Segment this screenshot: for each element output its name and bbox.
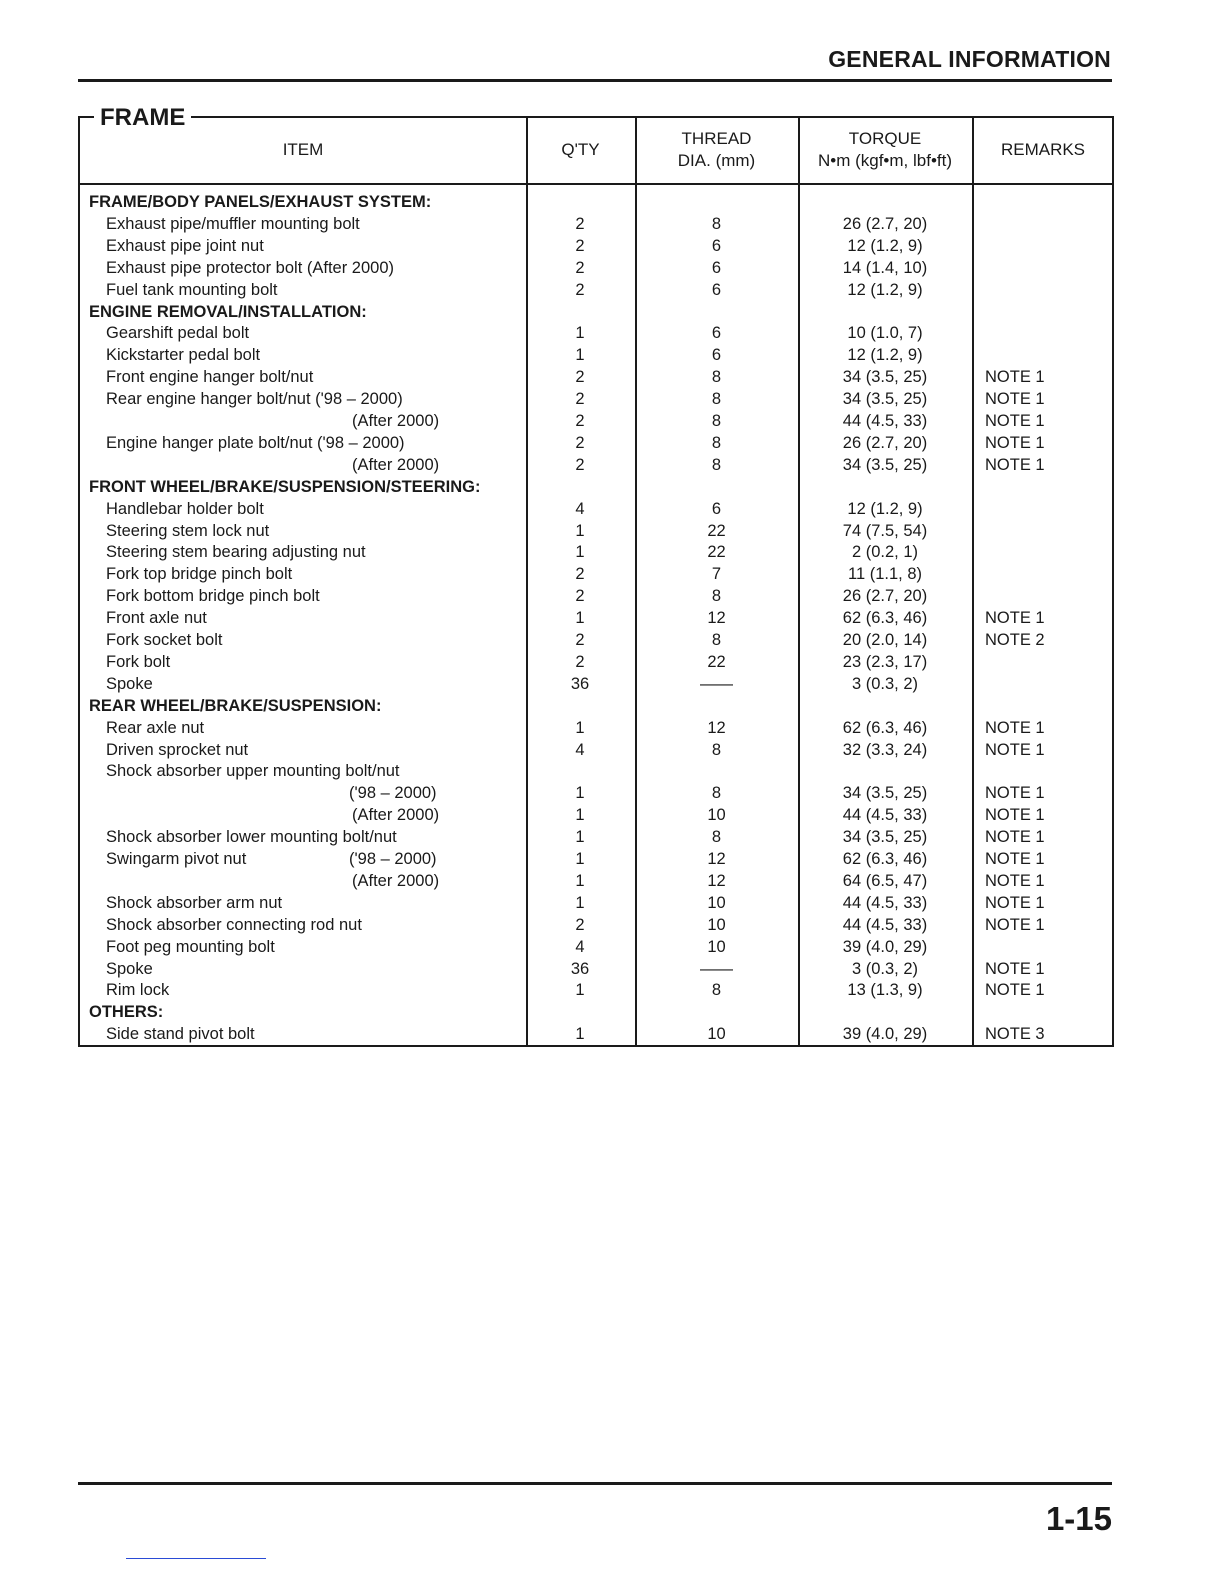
header-divider xyxy=(78,79,1112,82)
qty-cell: 1 xyxy=(575,806,585,825)
remarks-cell: NOTE 1 xyxy=(985,412,1045,430)
qty-cell: 1 xyxy=(575,1025,585,1044)
qty-cell: 1 xyxy=(575,718,585,737)
torque-cell: 44 (4.5, 33) xyxy=(842,412,928,430)
thread-cell: 10 xyxy=(707,893,726,912)
table-row xyxy=(78,410,1114,432)
thread-cell: 8 xyxy=(711,828,722,847)
remarks-cell: NOTE 1 xyxy=(985,784,1045,803)
torque-cell: 62 (6.3, 46) xyxy=(842,850,928,868)
thread-cell: 12 xyxy=(707,850,726,868)
thread-cell: —— xyxy=(700,959,733,978)
table-row xyxy=(78,520,1114,542)
torque-cell: 2 (0.2, 1) xyxy=(851,543,919,562)
torque-cell: 44 (4.5, 33) xyxy=(842,915,928,934)
thread-cell: 8 xyxy=(711,981,722,1000)
torque-cell: 12 (1.2, 9) xyxy=(847,499,923,518)
thread-cell: 6 xyxy=(711,236,722,255)
column-header-item: ITEM xyxy=(282,139,324,159)
thread-cell: 6 xyxy=(711,346,722,365)
table-row xyxy=(78,388,1114,410)
page-header-title: GENERAL INFORMATION xyxy=(828,46,1111,72)
header-row-divider xyxy=(78,183,1114,185)
remarks-cell: NOTE 3 xyxy=(985,1025,1045,1044)
qty-cell: 2 xyxy=(575,631,585,649)
qty-cell: 1 xyxy=(575,346,585,365)
table-row xyxy=(78,848,1114,870)
item-cell: Engine hanger plate bolt/nut ('98 – 2000) xyxy=(106,433,405,452)
torque-cell: 39 (4.0, 29) xyxy=(842,937,928,956)
item-cell: Spoke xyxy=(106,674,153,693)
item-cell: Fork top bridge pinch bolt xyxy=(106,565,293,584)
item-cell: Front axle nut xyxy=(106,609,207,628)
torque-cell: 32 (3.3, 24) xyxy=(842,740,928,759)
table-section-heading xyxy=(78,695,1114,717)
torque-cell: 12 (1.2, 9) xyxy=(847,280,923,299)
item-cell: Rear engine hanger bolt/nut ('98 – 2000) xyxy=(106,390,403,409)
thread-cell: 22 xyxy=(707,521,726,540)
remarks-cell: NOTE 1 xyxy=(985,609,1045,628)
thread-cell: 10 xyxy=(707,1025,726,1044)
qty-cell: 2 xyxy=(575,412,585,430)
item-cell: Handlebar holder bolt xyxy=(106,499,264,518)
thread-cell: 8 xyxy=(711,433,722,452)
table-row xyxy=(78,717,1114,739)
item-cell: Exhaust pipe joint nut xyxy=(106,236,264,255)
item-cell: Shock absorber arm nut xyxy=(106,893,283,912)
item-cell: Foot peg mounting bolt xyxy=(106,937,275,956)
item-cell: Shock absorber connecting rod nut xyxy=(106,915,362,934)
thread-cell: 8 xyxy=(711,784,722,803)
thread-cell: 12 xyxy=(707,718,726,737)
torque-cell: 39 (4.0, 29) xyxy=(842,1025,928,1044)
item-cell: Swingarm pivot nut xyxy=(106,850,247,868)
table-row xyxy=(78,322,1114,344)
table-row xyxy=(78,585,1114,607)
remarks-cell: NOTE 1 xyxy=(985,915,1045,934)
item-cell: Kickstarter pedal bolt xyxy=(106,346,261,365)
remarks-cell: NOTE 1 xyxy=(985,433,1045,452)
torque-cell: 12 (1.2, 9) xyxy=(847,236,923,255)
thread-cell: 22 xyxy=(707,543,726,562)
thread-cell: 8 xyxy=(711,740,722,759)
table-row xyxy=(78,235,1114,257)
remarks-cell: NOTE 1 xyxy=(985,871,1045,890)
table-row xyxy=(78,914,1114,936)
qty-cell: 1 xyxy=(575,609,585,628)
item-cell: Rear axle nut xyxy=(106,718,205,737)
table-row xyxy=(78,563,1114,585)
thread-cell: 6 xyxy=(711,499,722,518)
remarks-cell: NOTE 1 xyxy=(985,893,1045,912)
qty-cell: 1 xyxy=(575,981,585,1000)
remarks-cell: NOTE 1 xyxy=(985,368,1045,387)
table-row xyxy=(78,870,1114,892)
remarks-cell: NOTE 1 xyxy=(985,959,1045,978)
thread-cell: 22 xyxy=(707,652,726,671)
qty-cell: 36 xyxy=(570,674,590,693)
table-row xyxy=(78,344,1114,366)
thread-cell: 8 xyxy=(711,587,722,606)
item-cell: Fork bottom bridge pinch bolt xyxy=(106,587,320,606)
thread-cell: 10 xyxy=(707,937,726,956)
item-cell: Fuel tank mounting bolt xyxy=(106,280,278,299)
qty-cell: 2 xyxy=(575,455,585,474)
item-cell: Driven sprocket nut xyxy=(106,740,249,759)
thread-cell: 8 xyxy=(711,368,722,387)
thread-cell: 10 xyxy=(707,915,726,934)
thread-cell: 12 xyxy=(707,609,726,628)
torque-cell: 20 (2.0, 14) xyxy=(842,631,928,649)
remarks-cell: NOTE 1 xyxy=(985,806,1045,825)
section-heading-text: FRAME/BODY PANELS/EXHAUST SYSTEM: xyxy=(89,193,432,211)
item-cell: ('98 – 2000) xyxy=(349,784,437,803)
remarks-cell: NOTE 1 xyxy=(985,740,1045,759)
thread-cell: 7 xyxy=(711,565,722,584)
qty-cell: 2 xyxy=(575,433,585,452)
item-cell: Side stand pivot bolt xyxy=(106,1025,255,1044)
qty-cell: 1 xyxy=(575,850,585,868)
item-cell: Fork socket bolt xyxy=(106,631,223,649)
column-header-thread: THREAD DIA. (mm) xyxy=(677,128,756,170)
table-row xyxy=(78,804,1114,826)
torque-cell: 12 (1.2, 9) xyxy=(847,346,923,365)
page-number: 1-15 xyxy=(1045,1500,1112,1537)
qty-cell: 2 xyxy=(575,565,585,584)
table-row xyxy=(78,607,1114,629)
torque-cell: 23 (2.3, 17) xyxy=(842,652,928,671)
table-row xyxy=(78,673,1114,695)
qty-cell: 1 xyxy=(575,521,585,540)
remarks-cell: NOTE 1 xyxy=(985,455,1045,474)
table-section-heading xyxy=(78,301,1114,323)
item-cell: Spoke xyxy=(106,959,153,978)
item-subcell: ('98 – 2000) xyxy=(349,850,437,868)
qty-cell: 2 xyxy=(575,652,585,671)
qty-cell: 2 xyxy=(575,214,585,233)
section-heading-text: ENGINE REMOVAL/INSTALLATION: xyxy=(89,302,367,321)
table-row xyxy=(78,892,1114,914)
table-row xyxy=(78,257,1114,279)
qty-cell: 36 xyxy=(570,959,590,978)
footer-link-underline xyxy=(126,1558,266,1559)
table-row xyxy=(78,936,1114,958)
thread-cell: 6 xyxy=(711,258,722,277)
table-row xyxy=(78,651,1114,673)
thread-cell: 8 xyxy=(711,455,722,474)
table-row xyxy=(78,432,1114,454)
torque-cell: 34 (3.5, 25) xyxy=(842,828,928,847)
section-heading-text: OTHERS: xyxy=(89,1003,164,1022)
remarks-cell: NOTE 1 xyxy=(985,828,1045,847)
table-row xyxy=(78,1023,1114,1045)
remarks-cell: NOTE 2 xyxy=(985,631,1045,649)
thread-cell: 12 xyxy=(707,871,726,890)
torque-cell: 44 (4.5, 33) xyxy=(842,893,928,912)
torque-cell: 3 (0.3, 2) xyxy=(851,674,919,693)
item-cell: (After 2000) xyxy=(352,871,440,890)
torque-cell: 13 (1.3, 9) xyxy=(847,981,923,1000)
item-cell: Rim lock xyxy=(106,981,170,1000)
table-row xyxy=(78,958,1114,980)
qty-cell: 4 xyxy=(575,937,585,956)
remarks-cell: NOTE 1 xyxy=(985,850,1045,868)
torque-cell: 44 (4.5, 33) xyxy=(842,806,928,825)
item-cell: Front engine hanger bolt/nut xyxy=(106,368,314,387)
torque-cell: 26 (2.7, 20) xyxy=(842,587,928,606)
qty-cell: 1 xyxy=(575,543,585,562)
table-row xyxy=(78,498,1114,520)
column-header-torque: TORQUE N•m (kgf•m, lbf•ft) xyxy=(817,128,953,170)
qty-cell: 2 xyxy=(575,390,585,409)
column-header-remarks: REMARKS xyxy=(1000,139,1086,159)
torque-cell: 26 (2.7, 20) xyxy=(842,214,928,233)
table-row xyxy=(78,454,1114,476)
remarks-cell: NOTE 1 xyxy=(985,981,1045,1000)
qty-cell: 1 xyxy=(575,828,585,847)
item-cell: (After 2000) xyxy=(352,455,440,474)
table-row xyxy=(78,279,1114,301)
torque-cell: 34 (3.5, 25) xyxy=(842,455,928,474)
torque-cell: 62 (6.3, 46) xyxy=(842,609,928,628)
table-row xyxy=(78,541,1114,563)
torque-cell: 14 (1.4, 10) xyxy=(842,258,928,277)
item-cell: Shock absorber upper mounting bolt/nut xyxy=(106,762,400,781)
qty-cell: 2 xyxy=(575,280,585,299)
footer-divider xyxy=(78,1482,1112,1485)
qty-cell: 1 xyxy=(575,324,585,343)
qty-cell: 2 xyxy=(575,587,585,606)
item-cell: (After 2000) xyxy=(352,412,440,430)
torque-cell: 74 (7.5, 54) xyxy=(842,521,928,540)
item-cell: Gearshift pedal bolt xyxy=(106,324,250,343)
thread-cell: 6 xyxy=(711,280,722,299)
thread-cell: 6 xyxy=(711,324,722,343)
table-row xyxy=(78,782,1114,804)
torque-cell: 3 (0.3, 2) xyxy=(851,959,919,978)
section-heading-text: REAR WHEEL/BRAKE/SUSPENSION: xyxy=(89,696,382,715)
qty-cell: 2 xyxy=(575,368,585,387)
torque-cell: 34 (3.5, 25) xyxy=(842,368,928,387)
table-section-heading xyxy=(78,1001,1114,1023)
qty-cell: 2 xyxy=(575,258,585,277)
torque-cell: 34 (3.5, 25) xyxy=(842,784,928,803)
column-header-qty: Q'TY xyxy=(561,139,600,159)
qty-cell: 2 xyxy=(575,236,585,255)
item-cell: Fork bolt xyxy=(106,652,171,671)
torque-cell: 11 (1.1, 8) xyxy=(848,565,922,584)
torque-cell: 26 (2.7, 20) xyxy=(842,433,928,452)
qty-cell: 1 xyxy=(575,871,585,890)
item-cell: (After 2000) xyxy=(352,806,440,825)
qty-cell: 2 xyxy=(575,915,585,934)
table-row xyxy=(78,760,1114,782)
item-cell: Shock absorber lower mounting bolt/nut xyxy=(106,828,397,847)
table-row xyxy=(78,629,1114,651)
remarks-cell: NOTE 1 xyxy=(985,390,1045,409)
table-section-heading xyxy=(78,191,1114,213)
item-cell: Steering stem lock nut xyxy=(106,521,270,540)
torque-cell: 62 (6.3, 46) xyxy=(842,718,928,737)
table-row xyxy=(78,739,1114,761)
remarks-cell: NOTE 1 xyxy=(985,718,1045,737)
table-row xyxy=(78,979,1114,1001)
table-row xyxy=(78,826,1114,848)
thread-cell: —— xyxy=(700,674,733,693)
thread-cell: 8 xyxy=(711,412,722,430)
qty-cell: 1 xyxy=(575,784,585,803)
item-cell: Steering stem bearing adjusting nut xyxy=(106,543,366,562)
table-section-heading xyxy=(78,476,1114,498)
torque-cell: 64 (6.5, 47) xyxy=(842,871,928,890)
thread-cell: 10 xyxy=(707,806,726,825)
thread-cell: 8 xyxy=(711,390,722,409)
torque-cell: 34 (3.5, 25) xyxy=(842,390,928,409)
item-cell: Exhaust pipe protector bolt (After 2000) xyxy=(106,258,394,277)
qty-cell: 4 xyxy=(575,499,585,518)
qty-cell: 4 xyxy=(575,740,585,759)
table-row xyxy=(78,213,1114,235)
thread-cell: 8 xyxy=(711,214,722,233)
section-heading-text: FRONT WHEEL/BRAKE/SUSPENSION/STEERING: xyxy=(89,477,481,496)
thread-cell: 8 xyxy=(711,631,722,649)
torque-cell: 10 (1.0, 7) xyxy=(847,324,923,343)
item-cell: Exhaust pipe/muffler mounting bolt xyxy=(106,214,360,233)
table-row xyxy=(78,366,1114,388)
qty-cell: 1 xyxy=(575,893,585,912)
section-title: FRAME xyxy=(94,104,191,132)
